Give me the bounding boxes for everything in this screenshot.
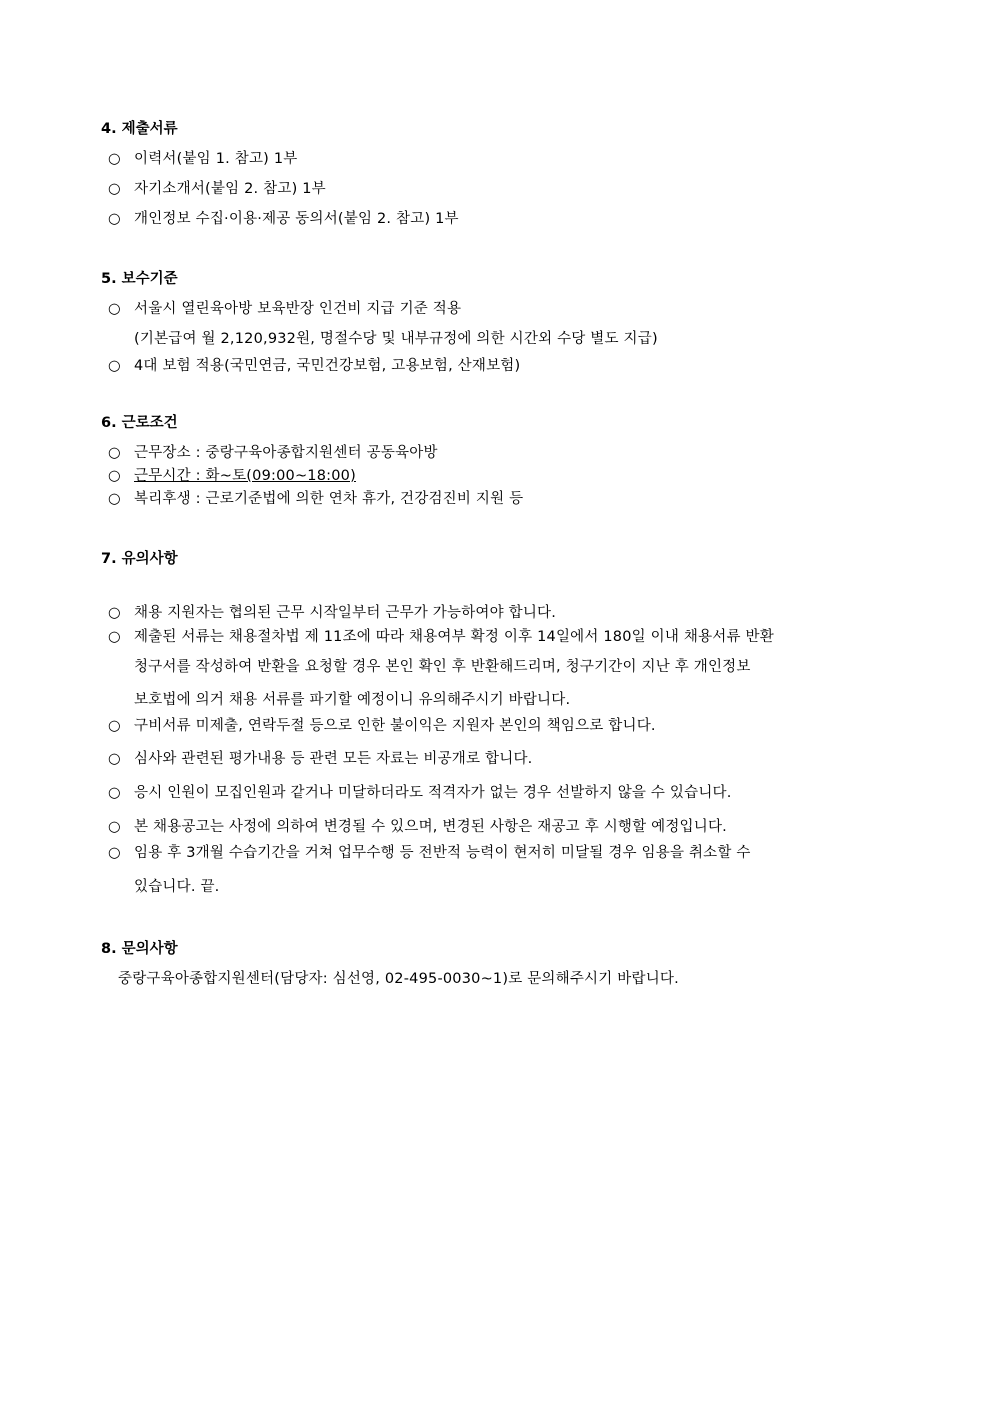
section-8-heading: 8. 문의사항 [101,941,178,957]
section-4-item [108,147,297,168]
item-text: 본 채용공고는 사정에 의하여 변경될 수 있으며, 변경된 사항은 재공고 후 시행할 예정입니다. [134,819,727,835]
item-text: 이력서(붙임 1. 참고) 1부 [134,151,298,167]
circle-bullet: ○ [108,181,121,197]
item-text: 구비서류 미제출, 연락두절 등으로 인한 불이익은 지원자 본인의 책임으로 합니다. [134,718,656,734]
item-text: 자기소개서(붙임 2. 참고) 1부 [134,181,326,197]
circle-bullet: ○ [108,629,121,645]
item-text: 근무장소 : 중랑구육아종합지원센터 공동육아방 [134,445,438,461]
section-6-item [108,464,356,485]
section-4-heading: 4. 제출서류 [101,121,178,137]
circle-bullet: ○ [108,845,121,861]
circle-bullet: ○ [108,301,121,317]
item-text: 제출된 서류는 채용절차법 제 11조에 따라 채용여부 확정 이후 14일에서 180일 이내 채용서류 반환 [134,629,774,645]
section-7-item [108,815,727,836]
circle-bullet: ○ [108,751,121,767]
circle-bullet: ○ [108,151,121,167]
section-7-item-continuation: 보호법에 의거 채용 서류를 파기할 예정이니 유의해주시기 바랍니다. [134,692,571,708]
section-7-item [108,841,751,862]
section-7-item-continuation: 청구서를 작성하여 반환을 요청할 경우 본인 확인 후 반환해드리며, 청구기간이 지난 후 개인정보 [134,659,751,675]
circle-bullet: ○ [108,605,121,621]
circle-bullet: ○ [108,358,121,374]
circle-bullet: ○ [108,211,121,227]
item-text: 심사와 관련된 평가내용 등 관련 모든 자료는 비공개로 합니다. [134,751,533,767]
section-7-item [108,714,656,735]
section-6-item [108,487,523,508]
circle-bullet: ○ [108,468,121,484]
item-text: 서울시 열린육아방 보육반장 인건비 지급 기준 적용 [134,301,462,317]
circle-bullet: ○ [108,445,121,461]
section-6-heading: 6. 근로조건 [101,415,178,431]
section-7-item [108,747,532,768]
section-7-item [108,781,732,802]
contact-text: 중랑구육아종합지원센터(담당자: 심선영, 02-495-0030~1)로 문의해주시기 바랍니다. [118,971,679,987]
section-4-item [108,207,459,228]
section-5-heading: 5. 보수기준 [101,271,178,287]
item-text-underlined: 근무시간 : 화~토(09:00~18:00) [134,468,356,484]
item-text: 임용 후 3개월 수습기간을 거쳐 업무수행 등 전반적 능력이 현저히 미달될 경우 임용을 취소할 수 [134,845,751,861]
section-6-item [108,441,438,462]
circle-bullet: ○ [108,819,121,835]
circle-bullet: ○ [108,491,121,507]
section-7-item [108,625,774,646]
item-text: 채용 지원자는 협의된 근무 시작일부터 근무가 가능하여야 합니다. [134,605,557,621]
item-text: 개인정보 수집·이용·제공 동의서(붙임 2. 참고) 1부 [134,211,459,227]
section-7-item-continuation: 있습니다. 끝. [134,879,220,895]
item-text: 응시 인원이 모집인원과 같거나 미달하더라도 적격자가 없는 경우 선발하지 않을 수 있습니다. [134,785,732,801]
section-5-item [108,297,461,318]
item-text: 4대 보험 적용(국민연금, 국민건강보험, 고용보험, 산재보험) [134,358,521,374]
section-7-heading: 7. 유의사항 [101,551,178,567]
section-7-item [108,601,556,622]
item-text: 복리후생 : 근로기준법에 의한 연차 휴가, 건강검진비 지원 등 [134,491,524,507]
circle-bullet: ○ [108,718,121,734]
circle-bullet: ○ [108,785,121,801]
section-5-item-continuation: (기본급여 월 2,120,932원, 명절수당 및 내부규정에 의한 시간외 수당 별도 지급) [134,331,658,347]
section-5-item [108,354,520,375]
section-4-item [108,177,326,198]
